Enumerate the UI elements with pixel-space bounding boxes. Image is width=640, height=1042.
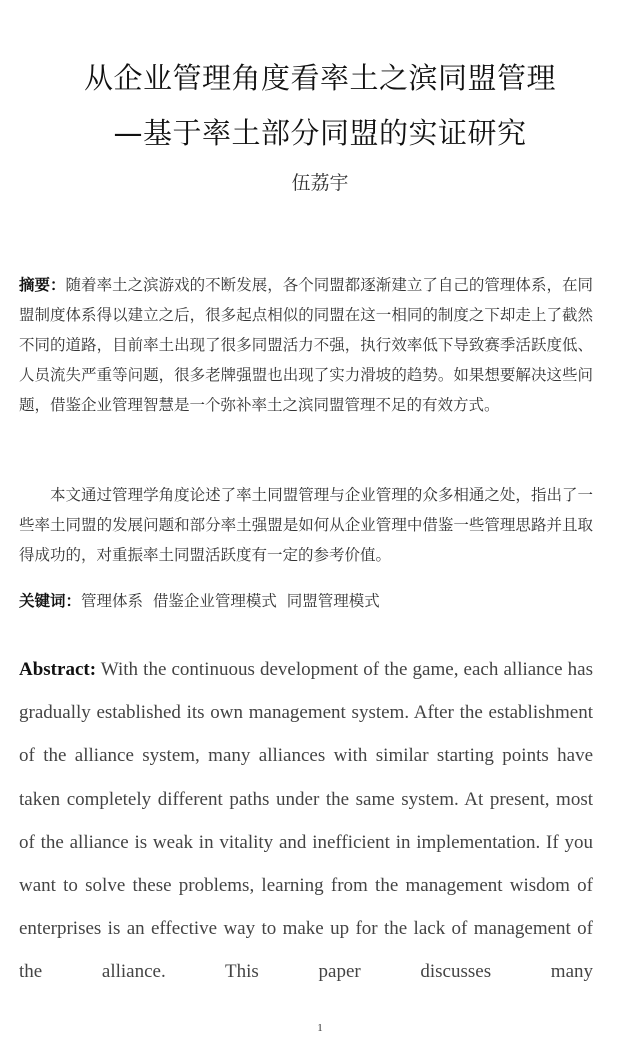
keywords-label: 关键词： <box>19 592 82 610</box>
title-line-2: —基于率土部分同盟的实证研究 <box>113 116 527 150</box>
author-name: 伍荔宇 <box>291 172 349 194</box>
page-number: 1 <box>317 1022 323 1034</box>
chinese-abstract-label: 摘要： <box>19 276 66 294</box>
title-line-1: 从企业管理角度看率土之滨同盟管理 <box>83 61 556 95</box>
english-abstract-label: Abstract: <box>19 659 97 680</box>
keywords-text: 管理体系 借鉴企业管理模式 同盟管理模式 <box>81 592 380 610</box>
chinese-abstract-paragraph-2: 本文通过管理学角度论述了率土同盟管理与企业管理的众多相通之处，指出了一些率土同盟的发展问题和部分率土强盟是如何从企业管理中借鉴一些管理思路并且取得成功的，对重振率土同盟活跃度有一定的参考价值。 <box>19 486 593 564</box>
chinese-abstract <box>19 270 593 420</box>
english-abstract <box>19 648 593 994</box>
english-abstract-text: With the continuous development of the game, each alliance has gradually established its own management system. After the establishment of the alliance system, many alliances with similar starting points have taken completely different paths under the same system. At present, most of the alliance is weak in vitality and inefficient in implementation. If you want to solve these problems, learning from the management wisdom of enterprises is an effective way to make up for the lack of management of the alliance. This paper discusses many <box>19 659 593 983</box>
keywords <box>19 586 593 616</box>
chinese-abstract-text: 随着率土之滨游戏的不断发展，各个同盟都逐渐建立了自己的管理体系，在同盟制度体系得以建立之后，很多起点相似的同盟在这一相同的制度之下却走上了截然不同的道路，目前率土出现了很多同盟活力不强，执行效率低下导致赛季活跃度低、人员流失严重等问题，很多老牌强盟也出现了实力滑坡的趋势。如果想要解决这些问题，借鉴企业管理智慧是一个弥补率土之滨同盟管理不足的有效方式。 <box>19 276 593 414</box>
